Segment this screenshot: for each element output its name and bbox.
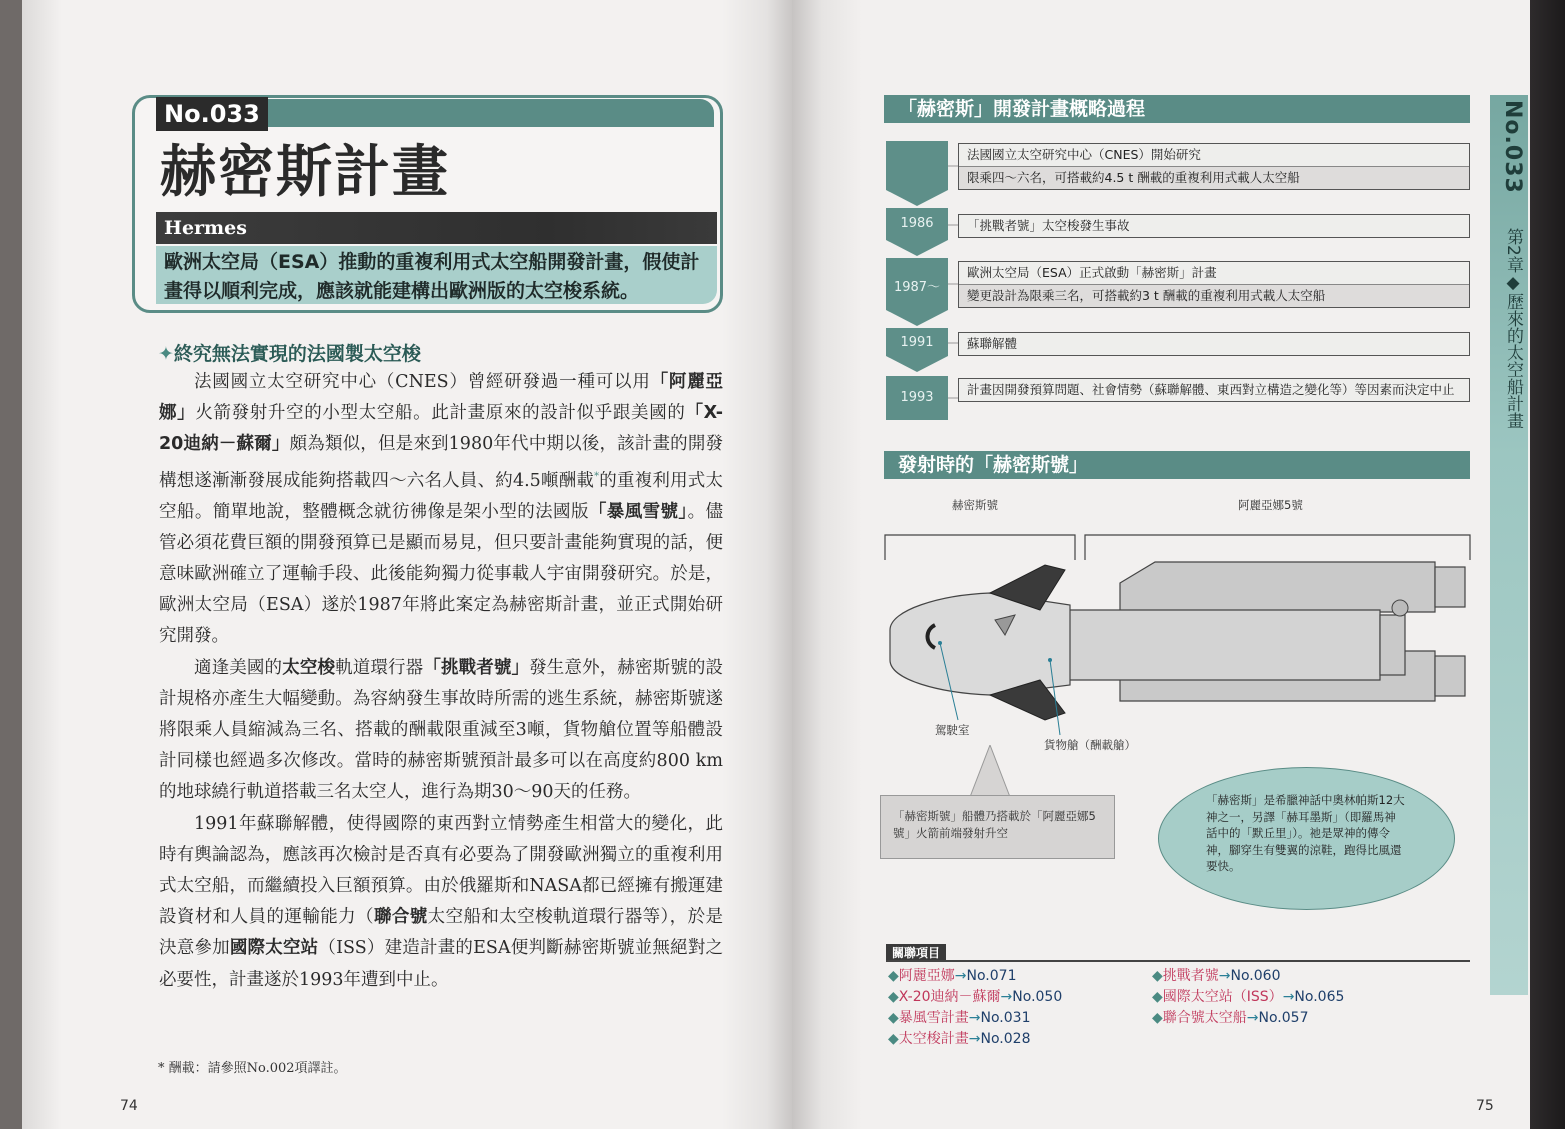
rocket-diagram [880,515,1480,745]
subtitle: Hermes [164,217,247,239]
timeline-row: 計畫因開發預算問題、社會情勢（蘇聯解體、東西對立構造之變化等）等因素而決定中止 [967,382,1455,397]
bold-term: 「挑戰者號」 [423,657,530,678]
related-label: 國際太空站（ISS） [1162,989,1283,1005]
related-ref: No.071 [966,968,1017,984]
timeline-year: 1993 [900,390,934,405]
related-label: 聯合號太空船 [1162,1010,1247,1026]
related-item[interactable] [888,966,1016,986]
arrow-icon: → [1000,989,1013,1005]
chapter-number: No.033 [1500,100,1525,194]
text-run: 發生意外，赫密斯號的設計規格亦產生大幅變動。為容納發生事故時所需的逃生系統，赫密斯號遂將限乘人員縮減為三名、搭載的酬載限重減至3噸，貨物艙位置等船體設計同樣也經過多次修改。當時的赫密斯號預計最多可以在高度約800 km的地球繞行軌道搭載三名太空人，進行為期30～90天的任務。 [159,657,724,803]
text-run: 火箭發射升空的小型太空船。此計畫原來的設計似乎跟美國的 [195,403,686,424]
related-divider [886,960,1470,962]
page-number-right: 75 [1476,1098,1494,1114]
core-engine [1380,615,1405,675]
related-label: 暴風雪計畫 [898,1010,969,1026]
text-run: 軌道環行器 [335,657,424,678]
timeline-entry [958,261,1470,308]
timeline-entry [958,332,1470,356]
core-stage [1060,610,1380,680]
cockpit-label: 駕駛室 [935,723,970,737]
callout-text: 「赫密斯號」船體乃搭載於「阿麗亞娜5號」火箭前端發射升空 [893,809,1096,840]
timeline-row: 法國國立太空研究中心（CNES）開始研究 [967,147,1201,162]
hermes-label: 赫密斯號 [952,498,998,512]
cargo-label: 貨物艙（酬載艙） [1044,738,1136,752]
ariane-label: 阿麗亞娜5號 [1238,498,1303,512]
hermes-craft [890,593,1070,695]
related-label: 太空梭計畫 [898,1031,969,1047]
arrow-icon: → [968,1010,981,1026]
related-label: 阿麗亞娜 [898,968,955,984]
related-label: X-20迪納－蘇爾 [898,989,1001,1005]
myth-note-text: 「赫密斯」是希臘神話中奧林帕斯12大神之一，另譯「赫耳墨斯」（即羅馬神話中的「默丘里」）。祂是眾神的傳令神，腳穿生有雙翼的涼鞋，跑得比風還要快。 [1206,793,1405,873]
related-ref: No.050 [1012,989,1063,1005]
related-item[interactable] [888,1029,1030,1049]
summary: 歐洲太空局（ESA）推動的重複利用式太空船開發計畫，假使計畫得以順利完成，應該就能建構出歐洲版的太空梭系統。 [164,251,700,302]
footnote: * 酬載：請參照No.002項譯註。 [158,1061,347,1076]
related-label: 挑戰者號 [1162,968,1219,984]
related-item[interactable] [1152,1008,1308,1028]
diamond-icon: ◆ [888,989,899,1005]
launch-heading: 發射時的「赫密斯號」 [884,451,1470,479]
booster-top [1120,562,1435,612]
timeline-year: 1991 [900,335,934,350]
timeline-row: 歐洲太空局（ESA）正式啟動「赫密斯」計畫 [967,265,1217,280]
timeline-year: 1986 [900,216,934,231]
page-number-left: 74 [120,1098,138,1114]
page-title: 赫密斯計畫 [160,139,450,205]
related-item[interactable] [888,987,1062,1007]
callout-pointer [960,745,1020,800]
diamond-icon: ◆ [1152,968,1163,984]
related-ref: No.028 [980,1031,1031,1047]
section-heading-text: 終究無法實現的法國製太空梭 [173,343,421,365]
diamond-icon: ◆ [888,1031,899,1047]
timeline-row: 變更設計為限乘三名，可搭載約3 t 酬載的重複利用式載人太空船 [959,284,1469,307]
arrow-icon: → [954,968,967,984]
arrow-icon: → [1246,1010,1259,1026]
diamond-icon: ◆ [888,968,899,984]
text-run: 的重複利用式太空船。簡單地說，整體概念就彷彿像是架小型的法國版 [159,470,723,522]
bold-term: 「X-20迪納－蘇爾」 [159,403,723,455]
text-run: 適逢美國的 [194,657,283,678]
text-run: 頗為類似，但是來到1980年代中期以後，該計畫的開發構想遂漸漸發展成能夠搭載四～六名人員、約4.5噸酬載 [159,434,723,491]
bold-term: 國際太空站 [229,938,319,959]
text-run: 。儘管必須花費巨額的開發預算已是顯而易見，但只要計畫能夠實現的話，便意味歐洲確立了運輸手段、此後能夠獨力從事載人宇宙開發研究。於是，歐洲太空局（ESA）遂於1987年將此案定為赫密斯計畫，並正式開始研究開發。 [159,501,724,647]
diamond-icon: ◆ [888,1010,899,1026]
timeline-heading: 「赫密斯」開發計畫概略過程 [884,95,1470,123]
timeline-entry [958,143,1470,190]
text-run: （ISS）建造計畫的ESA便判斷赫密斯號並無絕對之必要性，計畫遂於1993年遭到中止。 [159,938,724,990]
related-item[interactable] [1152,987,1344,1007]
timeline-year: 1987～ [893,280,941,295]
diamond-icon: ◆ [1152,989,1163,1005]
booster-nozzle [1435,567,1465,607]
chapter-label: 第2章◆歷來的太空船計畫 [1503,228,1523,429]
text-run: 法國國立太空研究中心（CNES）曾經研發過一種可以用 [194,372,651,392]
bold-term: 聯合號 [373,907,428,928]
timeline-row: 限乘四～六名，可搭載約4.5 t 酬載的重複利用式載人太空船 [959,166,1469,189]
booster-nozzle [1435,656,1465,696]
timeline-arrow [886,141,948,206]
timeline-entry [958,378,1470,402]
entry-number: No.033 [156,97,268,131]
diamond-icon: ✦ [158,343,174,365]
related-ref: No.057 [1258,1010,1309,1026]
bold-term: 「暴風雪號」 [588,501,688,522]
diamond-icon: ◆ [1152,1010,1163,1026]
text-run: 1991年蘇聯解體，使得國際的東西對立情勢產生相當大的變化，此時有輿論認為，應該再次檢討是否真有必要為了開發歐洲獨立的重複利用式太空船，而繼續投入巨額預算。由於俄羅斯和NASA都已經擁有搬運建設資材和人員的運輸能力（ [159,813,723,928]
timeline-entry [958,214,1470,238]
related-item[interactable] [888,1008,1030,1028]
footnote-mark: * [594,470,600,482]
bold-term: 「阿麗亞娜」 [159,372,724,424]
related-heading: 關聯項目 [886,944,946,962]
arrow-icon: → [1282,989,1295,1005]
timeline-row: 「挑戰者號」太空梭發生事故 [967,218,1130,233]
related-item[interactable] [1152,966,1280,986]
arrow-icon: → [1218,968,1231,984]
timeline-row: 蘇聯解體 [967,336,1018,351]
bold-term: 太空梭 [282,657,336,678]
text-run: 太空船和太空梭軌道環行器等），於是決意參加 [159,907,724,959]
related-ref: No.031 [980,1010,1031,1026]
arrow-icon: → [968,1031,981,1047]
related-ref: No.065 [1294,989,1345,1005]
related-ref: No.060 [1230,968,1281,984]
